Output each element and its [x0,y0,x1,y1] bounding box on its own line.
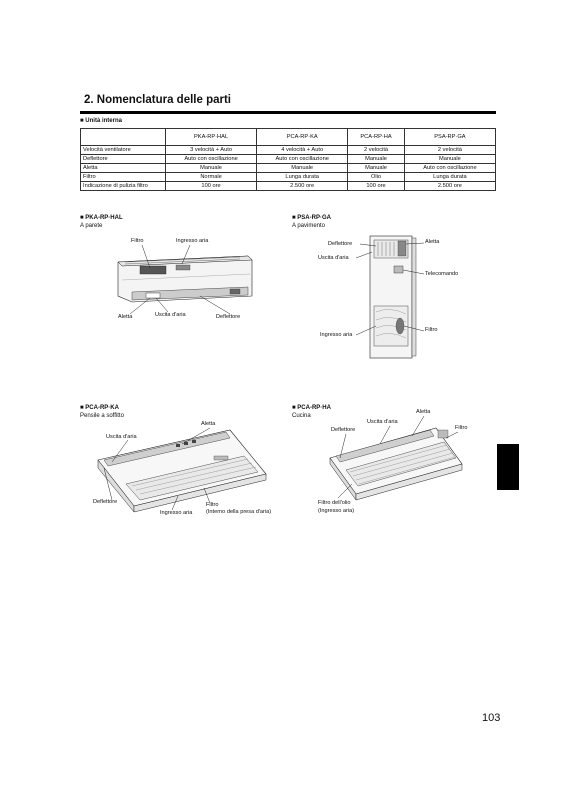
psa-title: ■ PSA-RP·GA [292,215,331,221]
table-header-cell: PCA-RP·HA [348,129,405,146]
pka-label-filtro: Filtro [131,238,144,244]
pcaha-subtitle: Cucina [292,413,311,419]
pcaha-title: ■ PCA-RP·HA [292,405,331,411]
psa-subtitle: A pavimento [292,223,326,229]
table-cell: 100 ore [166,182,257,191]
bullet-icon: ■ [292,215,298,221]
table-header-cell: PCA-RP·KA [257,129,348,146]
pcaka-label-ingresso-aria: Ingresso aria [160,510,193,516]
table-cell: Manuale [166,164,257,173]
table-cell: 2 velocità [348,146,405,155]
table-cell: 3 velocità + Auto [166,146,257,155]
bullet-icon: ■ [80,215,86,221]
pcaka-label-filtro: Filtro [206,502,219,508]
table-cell: 100 ore [348,182,405,191]
pcaha-label-aletta: Aletta [416,409,431,415]
table-cell: Lunga durata [257,173,348,182]
pka-label-deflettore: Deflettore [216,314,241,320]
table-header-cell: PSA-RP·GA [404,129,495,146]
pcaha-label-filtro: Filtro [455,425,468,431]
table-cell: Indicazione di pulizia filtro [81,182,166,191]
pcaka-label-filtro-note: (Interno della presa d'aria) [206,509,272,515]
page-number: 103 [482,712,501,724]
table-cell: 4 velocità + Auto [257,146,348,155]
pka-label-aletta: Aletta [118,314,133,320]
bullet-icon: ■ [80,405,86,411]
table-cell: Manuale [404,155,495,164]
indoor-section-title: ■ Unità interna [80,118,122,124]
table-cell: 2 velocità [404,146,495,155]
psa-label-ingresso-aria: Ingresso aria [320,332,353,338]
bullet-icon: ■ [80,118,86,124]
table-cell: Normale [166,173,257,182]
pcaha-label-filtro-olio-note: (Ingresso aria) [318,508,355,514]
psa-label-filtro: Filtro [425,327,438,333]
psa-label-telecomando: Telecomando [425,271,459,277]
table-cell: Olio [348,173,405,182]
pka-label-uscita-aria: Uscita d'aria [155,312,186,318]
pcaha-label-deflettore: Deflettore [331,427,356,433]
pcaka-title: ■ PCA-RP·KA [80,405,119,411]
pka-title: ■ PKA-RP·HAL [80,215,123,221]
pcaka-label-aletta: Aletta [201,421,216,427]
psa-label-aletta: Aletta [425,239,440,245]
table-cell: Manuale [348,155,405,164]
table-cell: Aletta [81,164,166,173]
table-cell: Deflettore [81,155,166,164]
pcaha-label-uscita-aria: Uscita d'aria [367,419,398,425]
table-cell: Auto con oscillazione [166,155,257,164]
section-thumb-tab [497,444,519,490]
pcaka-label-uscita-aria: Uscita d'aria [106,434,137,440]
pka-subtitle: A parete [80,223,103,229]
table-cell: Auto con oscillazione [257,155,348,164]
table-cell: 2.500 ore [257,182,348,191]
table-cell: Manuale [348,164,405,173]
psa-label-deflettore: Deflettore [328,241,353,247]
table-cell: Auto con oscillazione [404,164,495,173]
table-cell: Lunga durata [404,173,495,182]
table-cell: 2.500 ore [404,182,495,191]
bullet-icon: ■ [292,405,298,411]
table-cell: Filtro [81,173,166,182]
pcaka-subtitle: Pensile a soffitto [80,413,124,419]
page-heading: 2. Nomenclatura delle parti [84,94,231,106]
pcaka-label-deflettore: Deflettore [93,499,118,505]
table-cell: Manuale [257,164,348,173]
pcaha-label-filtro-olio: Filtro dell'olio [318,500,351,506]
table-header-cell: PKA-RP·HAL [166,129,257,146]
psa-label-uscita-aria: Uscita d'aria [318,255,349,261]
pka-label-ingresso-aria: Ingresso aria [176,238,209,244]
table-cell: Velocità ventilatore [81,146,166,155]
